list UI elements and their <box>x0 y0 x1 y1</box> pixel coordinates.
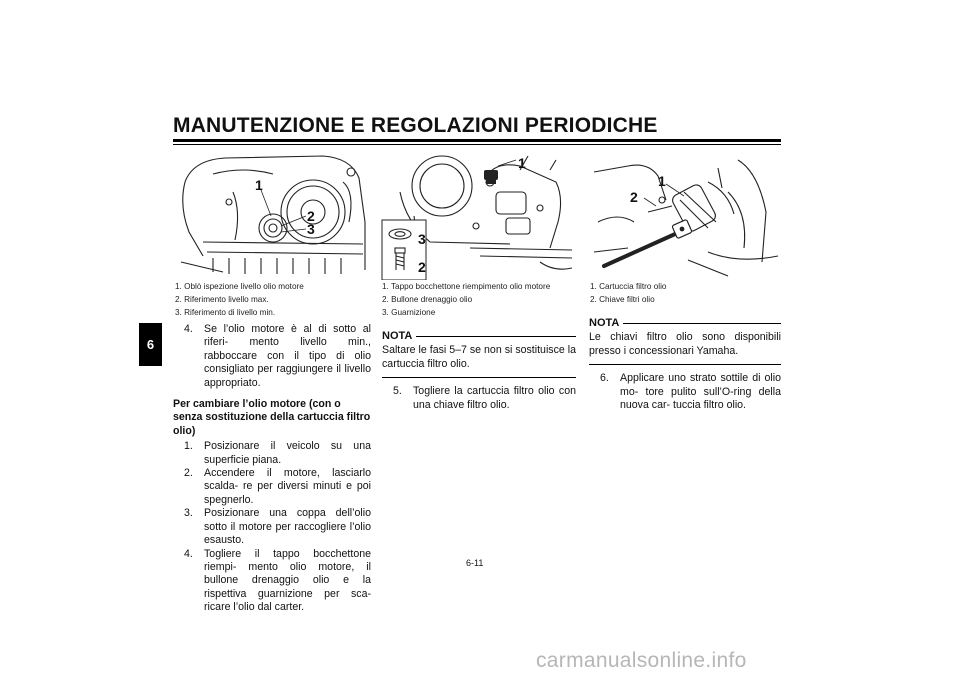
step-2 <box>173 467 371 507</box>
figure-3-captions <box>590 280 780 306</box>
note-label: NOTA <box>589 317 620 329</box>
callout-3: 3 <box>418 231 426 247</box>
step-number: 4. <box>184 323 193 335</box>
step-3 <box>173 507 371 547</box>
callout-2: 2 <box>418 259 426 275</box>
title-rule <box>173 139 781 142</box>
caption-item: 1. Oblò ispezione livello olio motore <box>175 282 304 291</box>
callout-1: 1 <box>658 173 666 189</box>
chapter-tab: 6 <box>139 323 162 366</box>
step-6 <box>589 372 781 412</box>
caption-item: 2. Chiave filtri olio <box>590 295 655 304</box>
watermark[interactable]: carmanualsonline.info <box>536 649 747 672</box>
engine-illustration-3 <box>588 152 783 280</box>
step-text: Togliere il tappo bocchettone riempi- mento olio motore, il bullone drenaggio olio e la rispettiva guarnizione per sca- ricare l’olio dal carter. <box>204 547 371 614</box>
note-end-rule <box>382 377 576 378</box>
column-2-text <box>382 330 576 412</box>
callout-3: 3 <box>307 221 315 237</box>
step-number: 2. <box>184 467 193 480</box>
note-end-rule <box>589 364 781 365</box>
caption-item: 2. Bullone drenaggio olio <box>382 295 473 304</box>
note-rule <box>416 336 576 337</box>
note-heading <box>589 317 781 330</box>
figure-oil-filter-wrench <box>588 152 783 280</box>
note-rule <box>623 323 781 324</box>
caption-item: 2. Riferimento livello max. <box>175 295 269 304</box>
column-3-text <box>589 317 781 412</box>
step-text: Posizionare il veicolo su una superficie piana. <box>204 440 371 466</box>
step-5 <box>382 385 576 412</box>
step-number: 5. <box>393 385 402 398</box>
step-text: Togliere la cartuccia filtro olio con una chiave filtro olio. <box>413 385 576 411</box>
callout-1: 1 <box>518 155 526 171</box>
title-rule-thin <box>173 144 781 145</box>
engine-illustration-2 <box>380 152 580 280</box>
section-subheading: Per cambiare l’olio motore (con o senza sostituzione della cartuccia filtro olio) <box>173 398 371 437</box>
step-number: 3. <box>184 507 193 520</box>
caption-item: 1. Tappo bocchettone riempimento olio motore <box>382 282 551 291</box>
figure-filler-cap-drain-bolt <box>380 152 580 280</box>
step-text: Se l’olio motore è al di sotto al riferi- mento livello min., rabboccare con il tipo di olio consigliato per raggiungere il livello appropriato. <box>204 323 371 389</box>
figure-1-captions <box>175 280 370 319</box>
step-number: 1. <box>184 440 193 453</box>
callout-2: 2 <box>630 189 638 205</box>
step-4 <box>173 323 371 390</box>
note-heading <box>382 330 576 343</box>
step-text: Posizionare una coppa dell’olio sotto il motore per raccogliere l’olio esausto. <box>204 507 371 547</box>
page-title: MANUTENZIONE E REGOLAZIONI PERIODICHE <box>173 114 658 137</box>
figure-oil-level-window <box>173 152 373 280</box>
column-1-text <box>173 323 371 615</box>
figure-2-captions <box>382 280 580 319</box>
step-text: Applicare uno strato sottile di olio mo- tore pulito sull’O-ring della nuova car- tuccia filtro olio. <box>620 372 781 412</box>
step-1 <box>173 440 371 467</box>
note-label: NOTA <box>382 330 413 342</box>
step-4b <box>173 548 371 615</box>
step-number: 6. <box>600 372 609 385</box>
caption-item: 3. Guarnizione <box>382 308 436 317</box>
caption-item: 3. Riferimento di livello min. <box>175 308 276 317</box>
note-text: Saltare le fasi 5–7 se non si sostituisce la cartuccia filtro olio. <box>382 344 576 370</box>
engine-illustration-1 <box>173 152 373 280</box>
callout-2: 2 <box>307 208 315 224</box>
step-text: Accendere il motore, lasciarlo scalda- re per diversi minuti e poi spegnerlo. <box>204 467 371 506</box>
caption-item: 1. Cartuccia filtro olio <box>590 282 667 291</box>
page-number: 6-11 <box>466 558 484 568</box>
step-number: 4. <box>184 547 193 560</box>
callout-1: 1 <box>255 177 263 193</box>
note-text: Le chiavi filtro olio sono disponibili presso i concessionari Yamaha. <box>589 331 781 357</box>
